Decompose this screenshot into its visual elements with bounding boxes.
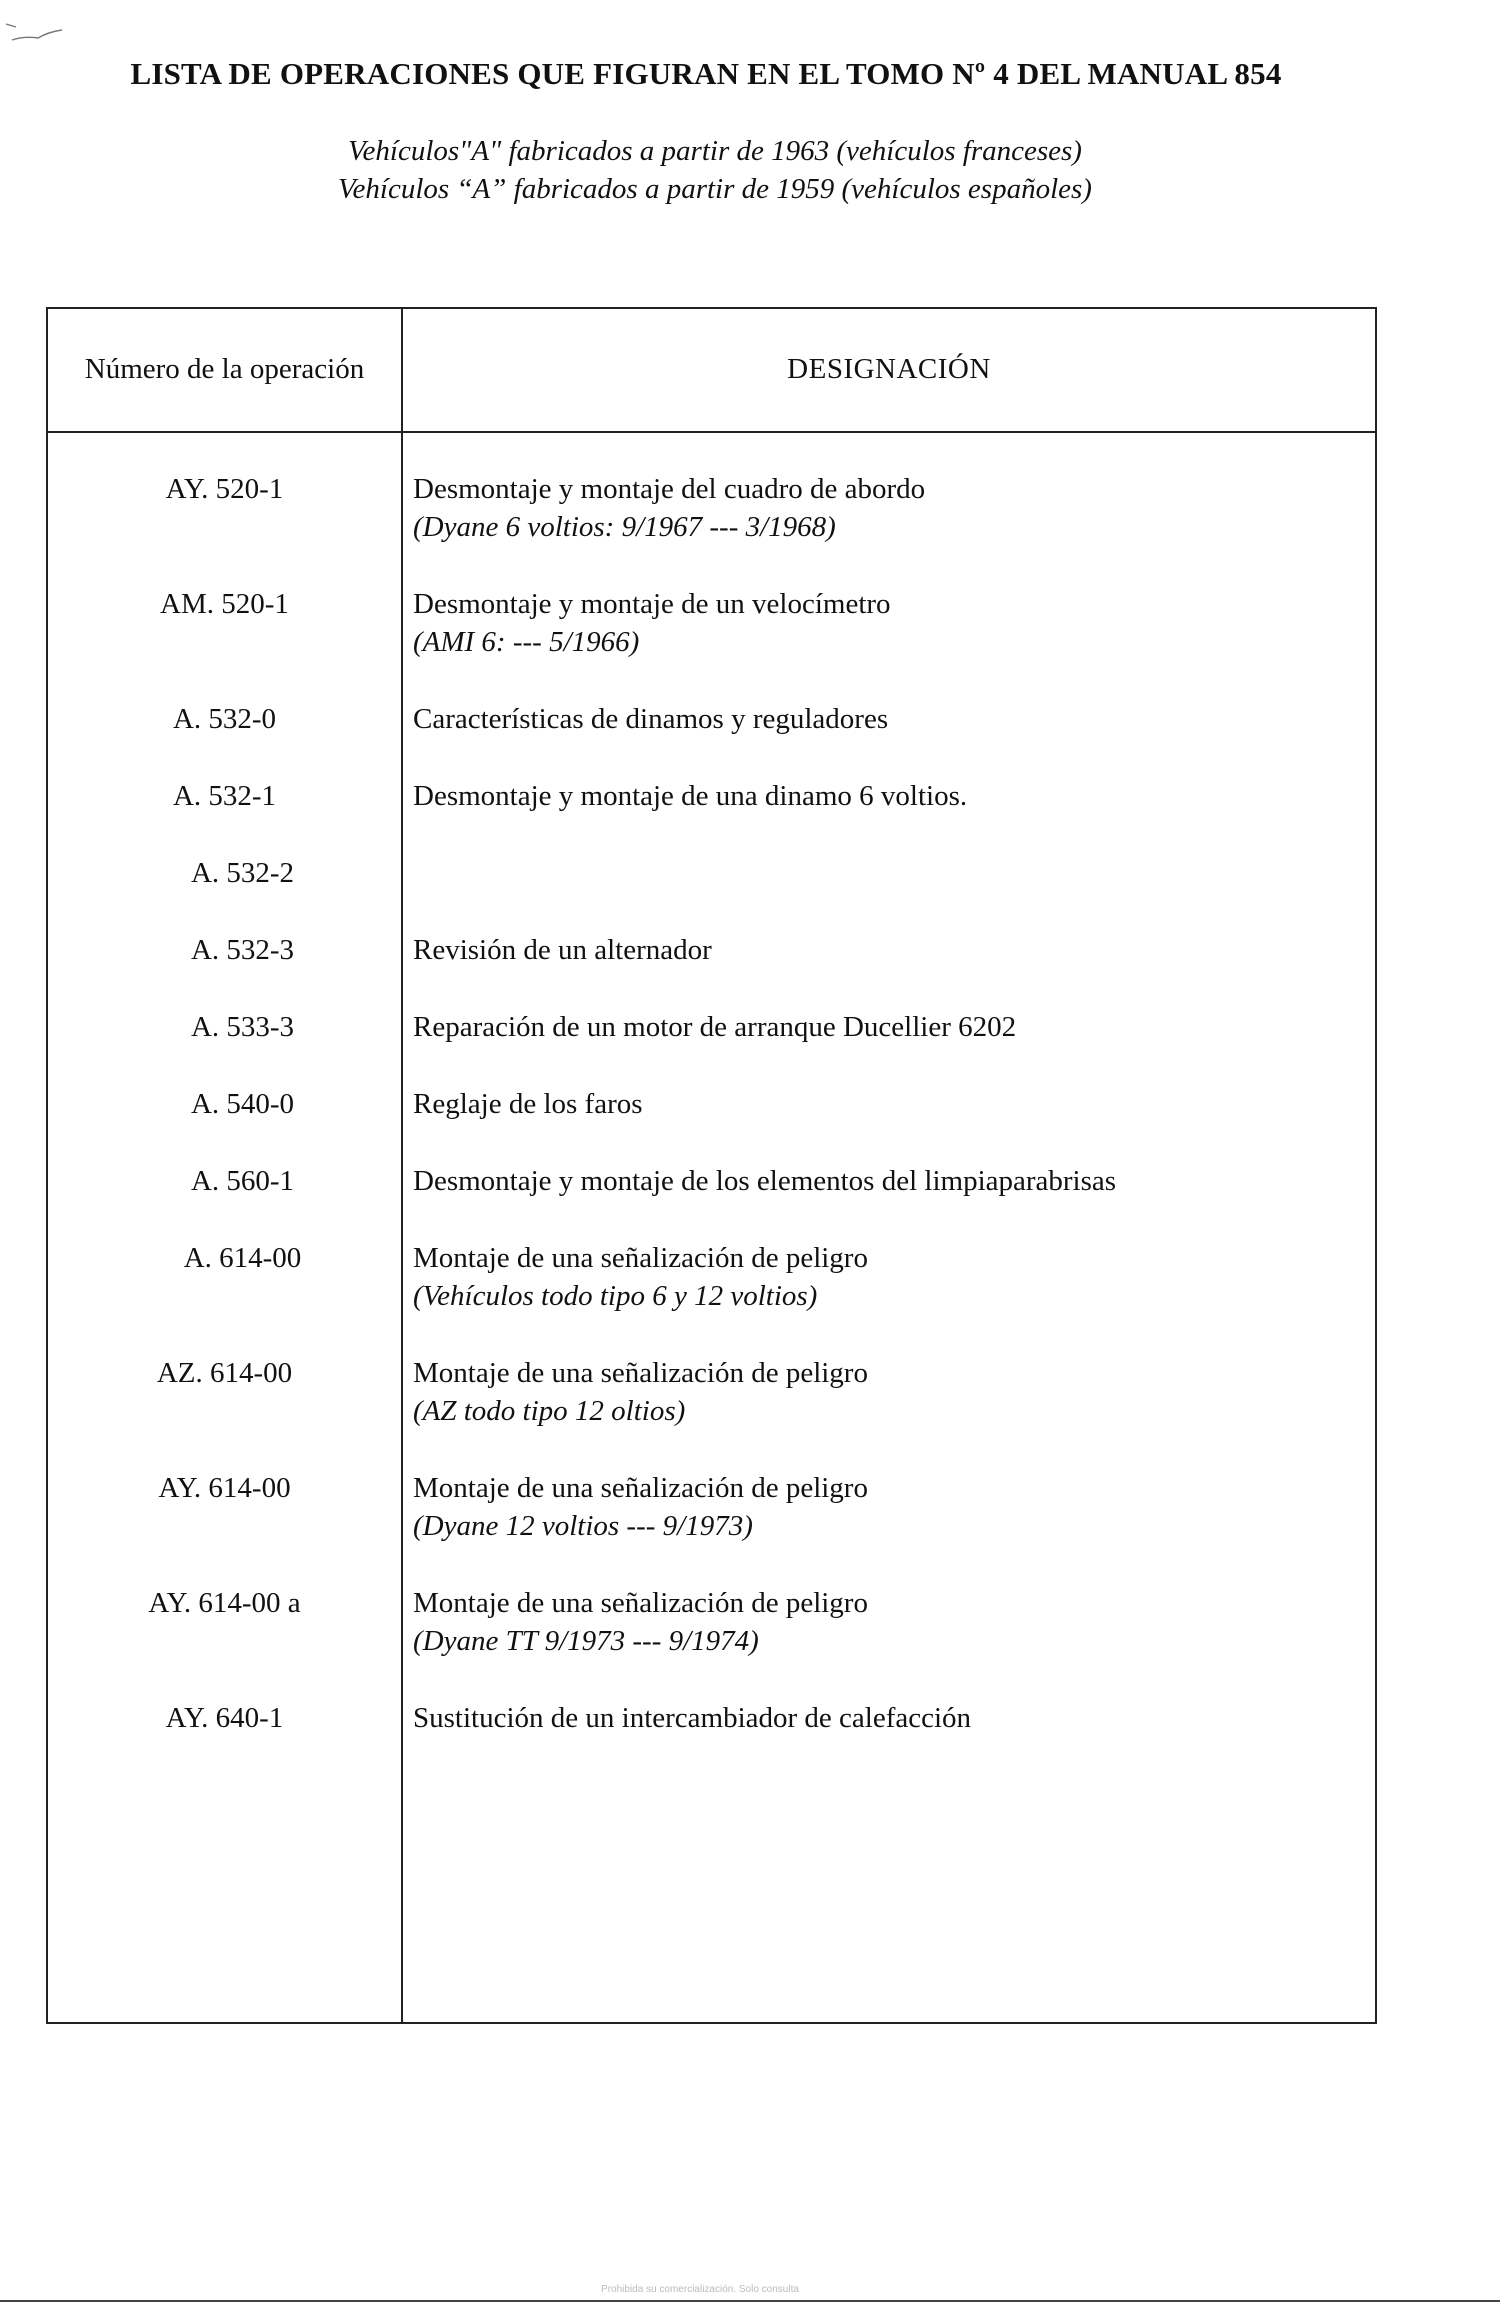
operation-number: AY. 640-1 bbox=[165, 1702, 284, 1734]
designation-note: (Dyane 6 voltios: 9/1967 --- 3/1968) bbox=[413, 511, 836, 543]
designation-text: Desmontaje y montaje de los elementos del limpiaparabrisas bbox=[413, 1165, 1117, 1197]
operation-designation bbox=[413, 1008, 1363, 1046]
operation-designation bbox=[413, 1469, 1363, 1545]
designation-text: Desmontaje y montaje de un velocímetro bbox=[413, 588, 891, 620]
operation-designation bbox=[413, 1584, 1363, 1660]
header-designation: DESIGNACIÓN bbox=[787, 353, 991, 385]
designation-text: Montaje de una señalización de peligro bbox=[413, 1242, 868, 1274]
designation-text: Montaje de una señalización de peligro bbox=[413, 1472, 868, 1504]
operation-number: AY. 520-1 bbox=[165, 473, 284, 505]
operation-number: A. 560-1 bbox=[190, 1165, 295, 1197]
subtitle-spanish-vehicles: Vehículos “A” fabricados a partir de 1959 (vehículos españoles) bbox=[338, 173, 1092, 205]
operation-number: A. 532-0 bbox=[172, 703, 277, 735]
operation-number: A. 532-2 bbox=[190, 857, 295, 889]
operations-table bbox=[46, 307, 1377, 2024]
header-divider bbox=[48, 431, 1375, 433]
designation-text: Reglaje de los faros bbox=[413, 1088, 643, 1120]
designation-text: Desmontaje y montaje de una dinamo 6 voltios. bbox=[413, 780, 968, 812]
designation-note: (Dyane 12 voltios --- 9/1973) bbox=[413, 1510, 753, 1542]
designation-text: Características de dinamos y reguladores bbox=[413, 703, 889, 735]
operation-designation bbox=[413, 470, 1363, 546]
operation-number: AY. 614-00 a bbox=[148, 1587, 301, 1619]
operation-designation bbox=[413, 777, 1363, 815]
operation-number: AZ. 614-00 bbox=[156, 1357, 293, 1389]
operation-designation bbox=[413, 700, 1363, 738]
operation-designation bbox=[413, 1239, 1363, 1315]
operation-designation bbox=[413, 1699, 1363, 1737]
operation-designation bbox=[413, 585, 1363, 661]
designation-note: (AZ todo tipo 12 oltios) bbox=[413, 1395, 686, 1427]
page-bottom-edge bbox=[0, 2300, 1500, 2302]
operation-number: A. 540-0 bbox=[190, 1088, 295, 1120]
designation-note: (Vehículos todo tipo 6 y 12 voltios) bbox=[413, 1280, 818, 1312]
page-title: LISTA DE OPERACIONES QUE FIGURAN EN EL TOMO Nº 4 DEL MANUAL 854 bbox=[130, 56, 1282, 91]
footer-watermark: Prohibida su comercialización. Solo consulta bbox=[601, 2284, 799, 2295]
operation-number: A. 614-00 bbox=[183, 1242, 302, 1274]
operation-designation bbox=[413, 1354, 1363, 1430]
designation-note: (AMI 6: --- 5/1966) bbox=[413, 626, 640, 658]
designation-text: Montaje de una señalización de peligro bbox=[413, 1357, 868, 1389]
subtitle-french-vehicles: Vehículos"A" fabricados a partir de 1963 (vehículos franceses) bbox=[348, 135, 1082, 167]
designation-text: Reparación de un motor de arranque Ducellier 6202 bbox=[413, 1011, 1017, 1043]
operation-designation bbox=[413, 1162, 1363, 1200]
pen-mark bbox=[4, 18, 74, 48]
designation-text: Desmontaje y montaje del cuadro de abordo bbox=[413, 473, 926, 505]
operation-number: A. 533-3 bbox=[190, 1011, 295, 1043]
designation-text: Revisión de un alternador bbox=[413, 934, 712, 966]
column-divider bbox=[401, 309, 403, 2022]
operation-number: AY. 614-00 bbox=[158, 1472, 291, 1504]
operation-designation bbox=[413, 1085, 1363, 1123]
header-operation-number: Número de la operación bbox=[84, 353, 365, 385]
designation-note: (Dyane TT 9/1973 --- 9/1974) bbox=[413, 1625, 759, 1657]
operation-number: A. 532-3 bbox=[190, 934, 295, 966]
operation-number: AM. 520-1 bbox=[160, 588, 289, 620]
operation-number: A. 532-1 bbox=[172, 780, 277, 812]
designation-text: Sustitución de un intercambiador de calefacción bbox=[413, 1702, 972, 1734]
operation-designation bbox=[413, 931, 1363, 969]
designation-text: Montaje de una señalización de peligro bbox=[413, 1587, 868, 1619]
